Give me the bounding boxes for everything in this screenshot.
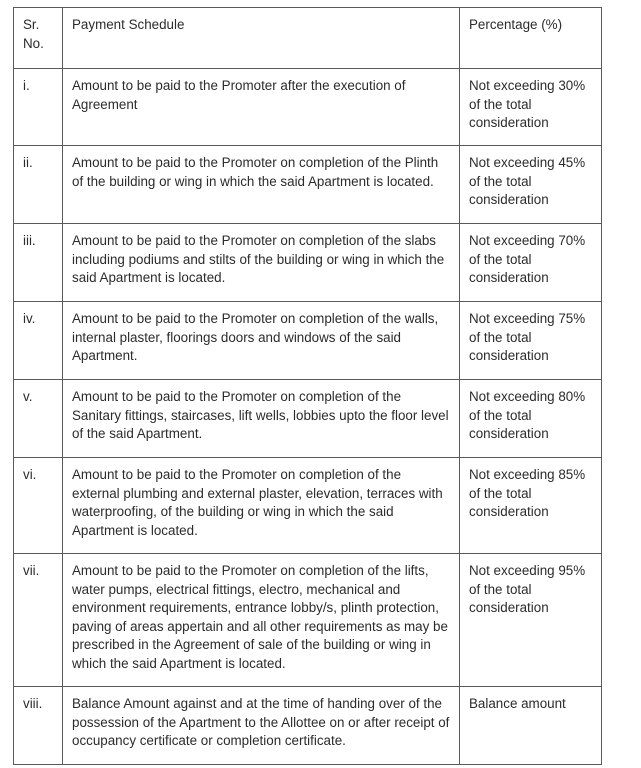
row-percentage: Not exceeding 45% of the total consideration xyxy=(460,146,602,224)
row-sr-no: iv. xyxy=(14,302,63,380)
row-percentage: Not exceeding 75% of the total consideration xyxy=(460,302,602,380)
header-payment-schedule: Payment Schedule xyxy=(63,8,460,69)
table-row xyxy=(14,458,602,554)
table-row xyxy=(14,69,602,146)
row-sr-no: viii. xyxy=(14,687,63,765)
row-schedule: Amount to be paid to the Promoter on completion of the walls, internal plaster, floorings doors and windows of the said Apartment. xyxy=(63,302,460,380)
row-sr-no: i. xyxy=(14,69,63,146)
header-percentage: Percentage (%) xyxy=(460,8,602,69)
table-header-row xyxy=(14,8,602,69)
row-percentage: Not exceeding 30% of the total consideration xyxy=(460,69,602,146)
table-row xyxy=(14,687,602,765)
row-schedule: Amount to be paid to the Promoter on completion of the slabs including podiums and stilts of the building or wing in which the said Apartment is located. xyxy=(63,224,460,302)
payment-schedule-table xyxy=(13,7,602,765)
header-sr-no: Sr. No. xyxy=(14,8,63,69)
row-percentage: Not exceeding 95% of the total consideration xyxy=(460,554,602,687)
row-sr-no: vii. xyxy=(14,554,63,687)
row-percentage: Not exceeding 80% of the total consideration xyxy=(460,380,602,458)
row-percentage: Not exceeding 70% of the total consideration xyxy=(460,224,602,302)
row-schedule: Amount to be paid to the Promoter on completion of the external plumbing and external plaster, elevation, terraces with waterproofing, of the building or wing in which the said Apartment is located. xyxy=(63,458,460,554)
row-sr-no: iii. xyxy=(14,224,63,302)
table-row xyxy=(14,554,602,687)
row-schedule: Amount to be paid to the Promoter on completion of the lifts, water pumps, electrical fittings, electro, mechanical and environment requirements, entrance lobby/s, plinth protection, paving of areas appertain and all other requirements as may be prescribed in the Agreement of sale of the building or wing in which the said Apartment is located. xyxy=(63,554,460,687)
row-sr-no: v. xyxy=(14,380,63,458)
row-schedule: Balance Amount against and at the time of handing over of the possession of the Apartment to the Allottee on or after receipt of occupancy certificate or completion certificate. xyxy=(63,687,460,765)
row-schedule: Amount to be paid to the Promoter after the execution of Agreement xyxy=(63,69,460,146)
row-percentage: Balance amount xyxy=(460,687,602,765)
table-row xyxy=(14,302,602,380)
row-sr-no: vi. xyxy=(14,458,63,554)
row-sr-no: ii. xyxy=(14,146,63,224)
table-row xyxy=(14,380,602,458)
table-row xyxy=(14,224,602,302)
row-schedule: Amount to be paid to the Promoter on completion of the Sanitary fittings, staircases, lift wells, lobbies upto the floor level of the said Apartment. xyxy=(63,380,460,458)
row-schedule: Amount to be paid to the Promoter on completion of the Plinth of the building or wing in which the said Apartment is located. xyxy=(63,146,460,224)
row-percentage: Not exceeding 85% of the total consideration xyxy=(460,458,602,554)
table-row xyxy=(14,146,602,224)
